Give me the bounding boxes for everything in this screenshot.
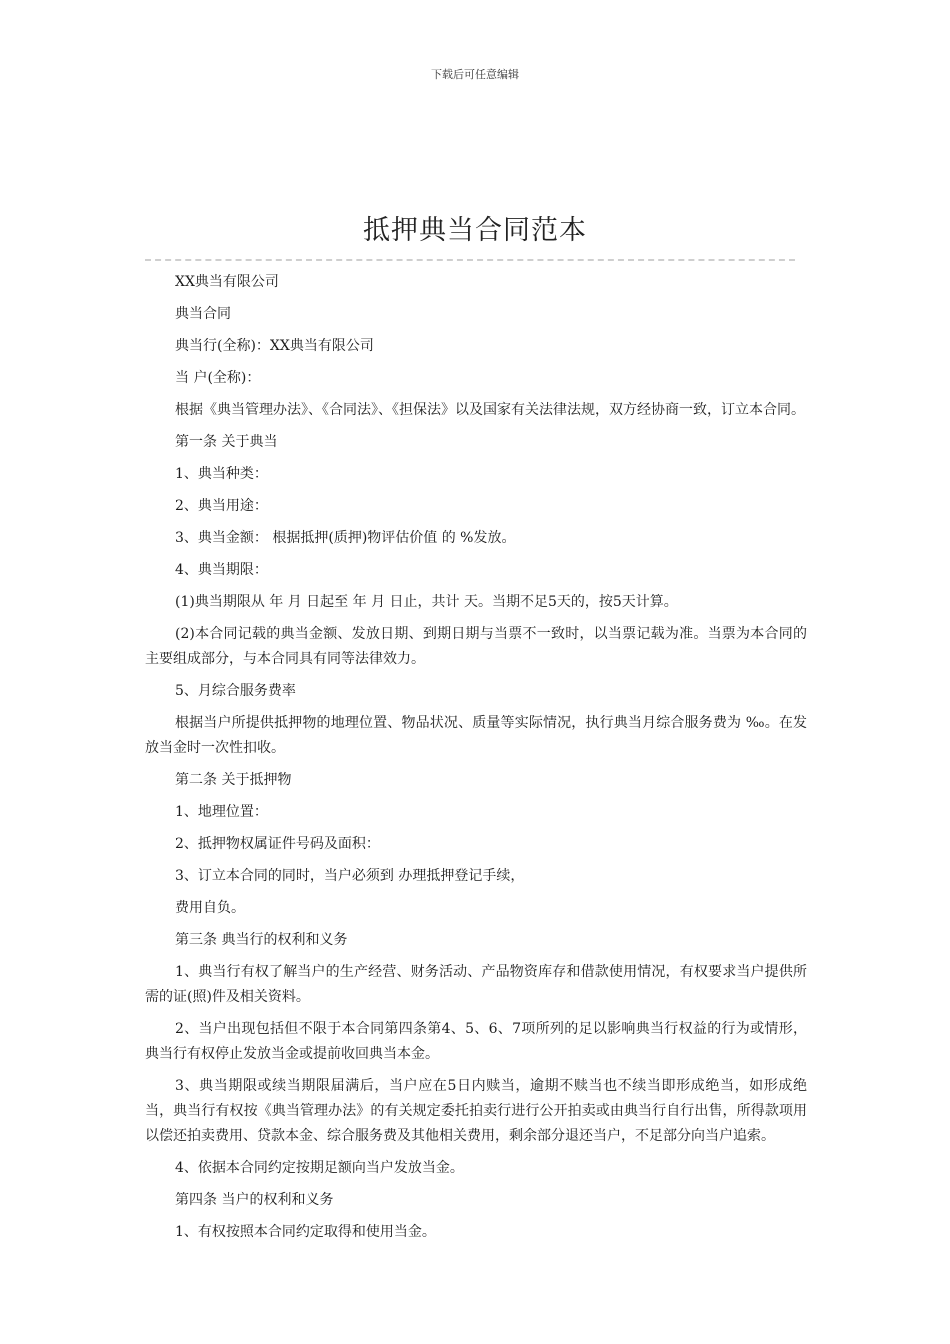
- party-company-name: XX典当有限公司: [175, 274, 279, 290]
- header-watermark: 下载后可任意编辑: [431, 68, 519, 81]
- document-title: 抵押典当合同范本: [363, 215, 587, 246]
- article-1-item-5-text: 根据当户所提供抵押物的地理位置、物品状况、质量等实际情况，执行典当月综合服务费为 ‰。在发放当金时一次性扣收。: [145, 715, 807, 756]
- article-1-item-3: 3、典当金额： 根据抵押(质押)物评估价值 的 %发放。: [175, 530, 516, 546]
- preamble: 根据《典当管理办法》、《合同法》、《担保法》以及国家有关法律法规，双方经协商一致，订立本合同。: [175, 402, 805, 418]
- document-body: [145, 270, 807, 1252]
- article-3-item-4: 4、依据本合同约定按期足额向当户发放当金。: [175, 1160, 464, 1176]
- article-1-item-4-2: (2)本合同记载的典当金额、发放日期、到期日期与当票不一致时，以当票记载为准。当票为本合同的主要组成部分，与本合同具有同等法律效力。: [145, 626, 807, 667]
- article-1-item-1: 1、典当种类：: [175, 466, 268, 482]
- article-1-item-2: 2、典当用途：: [175, 498, 268, 514]
- article-2-item-1: 1、地理位置：: [175, 804, 268, 820]
- article-2-item-2: 2、抵押物权属证件号码及面积：: [175, 836, 380, 852]
- title-divider: [145, 259, 795, 261]
- article-1-heading: 第一条 关于典当: [175, 434, 278, 450]
- article-1-item-4: 4、典当期限：: [175, 562, 268, 578]
- article-2-item-3-cont: 费用自负。: [175, 900, 245, 916]
- customer-fullname: 当 户(全称)：: [175, 370, 261, 386]
- article-1-item-4-1: (1)典当期限从 年 月 日起至 年 月 日止，共计 天。当期不足5天的，按5天计算。: [175, 594, 678, 610]
- article-2-heading: 第二条 关于抵押物: [175, 772, 292, 788]
- pawnshop-fullname: 典当行(全称)：XX典当有限公司: [175, 338, 374, 354]
- article-3-heading: 第三条 典当行的权利和义务: [175, 932, 348, 948]
- article-3-item-2: 2、当户出现包括但不限于本合同第四条第4、5、6、7项所列的足以影响典当行权益的行为或情形，典当行有权停止发放当金或提前收回典当本金。: [145, 1021, 807, 1062]
- contract-label: 典当合同: [175, 306, 231, 322]
- article-3-item-3: 3、典当期限或续当期限届满后，当户应在5日内赎当，逾期不赎当也不续当即形成绝当，如形成绝当，典当行有权按《典当管理办法》的有关规定委托拍卖行进行公开拍卖或由典当行自行出售，所得款项用以偿还拍卖费用、贷款本金、综合服务费及其他相关费用，剩余部分退还当户，不足部分向当户追索。: [145, 1078, 807, 1144]
- article-2-item-3: 3、订立本合同的同时，当户必须到 办理抵押登记手续，: [175, 868, 525, 884]
- article-4-item-1: 1、有权按照本合同约定取得和使用当金。: [175, 1224, 436, 1240]
- article-3-item-1: 1、典当行有权了解当户的生产经营、财务活动、产品物资库存和借款使用情况，有权要求当户提供所需的证(照)件及相关资料。: [145, 964, 807, 1005]
- article-1-item-5: 5、月综合服务费率: [175, 683, 296, 699]
- article-4-heading: 第四条 当户的权利和义务: [175, 1192, 334, 1208]
